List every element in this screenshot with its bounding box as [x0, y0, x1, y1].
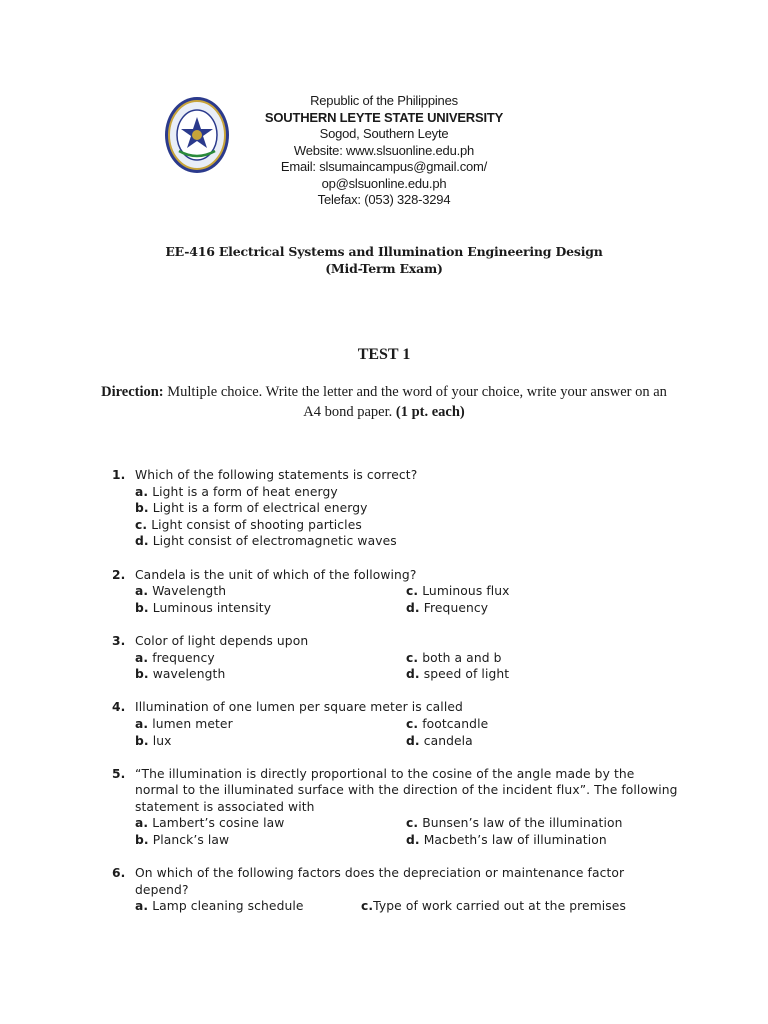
- question-text: “The illumination is directly proportional to the cosine of the angle made by the normal to the illuminated surface with the direction of the incident flux”. The following statement is associated with: [135, 766, 678, 814]
- header-republic: Republic of the Philippines: [310, 93, 458, 108]
- question-number: 6.: [112, 866, 126, 881]
- question-4: [112, 699, 712, 749]
- test-title: TEST 1: [357, 346, 411, 363]
- question-number: 3.: [112, 633, 126, 648]
- option-b: b. lux: [135, 733, 172, 748]
- option-a: a. lumen meter: [135, 716, 233, 731]
- option-c: c. Luminous flux: [406, 584, 510, 599]
- course-heading: [0, 243, 768, 277]
- header-university-name: SOUTHERN LEYTE STATE UNIVERSITY: [264, 109, 504, 125]
- option-a: a. Wavelength: [135, 584, 227, 599]
- direction-points: (1 pt. each): [395, 404, 465, 420]
- option-b: b. Luminous intensity: [135, 600, 272, 615]
- question-5: [112, 766, 712, 849]
- option-a: a. Lamp cleaning schedule: [135, 899, 304, 914]
- header-address: Sogod, Southern Leyte: [319, 126, 449, 141]
- question-text: On which of the following factors does the depreciation or maintenance factor depend?: [135, 866, 625, 897]
- course-title: EE-416 Electrical Systems and Illumination Engineering Design: [165, 244, 603, 259]
- direction-paragraph: [92, 382, 676, 422]
- question-number: 4.: [112, 700, 126, 715]
- option-a: a. Light is a form of heat energy: [135, 484, 338, 499]
- option-b: b. Light is a form of electrical energy: [135, 501, 368, 516]
- question-3: [112, 633, 712, 683]
- question-text: Which of the following statements is correct?: [135, 468, 418, 482]
- option-b: b. wavelength: [135, 667, 226, 682]
- option-a: a. frequency: [135, 650, 215, 665]
- question-1: [112, 467, 712, 550]
- header-website: Website: www.slsuonline.edu.ph: [293, 142, 475, 158]
- header-telefax: Telefax: (053) 328-3294: [317, 192, 451, 207]
- question-number: 1.: [112, 468, 126, 482]
- letterhead: [0, 93, 768, 209]
- header-email-2: op@slsuonline.edu.ph: [321, 175, 447, 191]
- question-text: Illumination of one lumen per square meter is called: [135, 700, 463, 715]
- option-c: c. footcandle: [406, 716, 489, 731]
- question-2: [112, 567, 712, 617]
- question-list: [112, 467, 712, 932]
- option-c: c. Light consist of shooting particles: [135, 517, 362, 532]
- exam-type: (Mid-Term Exam): [325, 261, 443, 276]
- direction-label: Direction:: [101, 384, 164, 400]
- option-d: d. speed of light: [406, 667, 510, 682]
- header-email: Email: slsumaincampus@gmail.com/: [280, 159, 488, 174]
- option-a: a. Lambert’s cosine law: [135, 816, 285, 831]
- option-d: d. Frequency: [406, 600, 489, 615]
- question-number: 2.: [112, 567, 126, 582]
- option-d: d. Light consist of electromagnetic waves: [135, 534, 397, 549]
- option-c: c.Type of work carried out at the premises: [361, 899, 626, 914]
- option-c: c. both a and b: [406, 650, 502, 665]
- direction-text: Multiple choice. Write the letter and the word of your choice, write your answer on an A4 bond paper.: [163, 384, 667, 420]
- question-text: Candela is the unit of which of the following?: [135, 567, 417, 582]
- option-d: d. candela: [406, 733, 473, 748]
- question-number: 5.: [112, 766, 126, 781]
- option-c: c. Bunsen’s law of the illumination: [406, 816, 623, 831]
- question-6: [112, 865, 712, 915]
- option-d: d. Macbeth’s law of illumination: [406, 833, 607, 848]
- option-b: b. Planck’s law: [135, 833, 230, 848]
- question-text: Color of light depends upon: [135, 633, 309, 648]
